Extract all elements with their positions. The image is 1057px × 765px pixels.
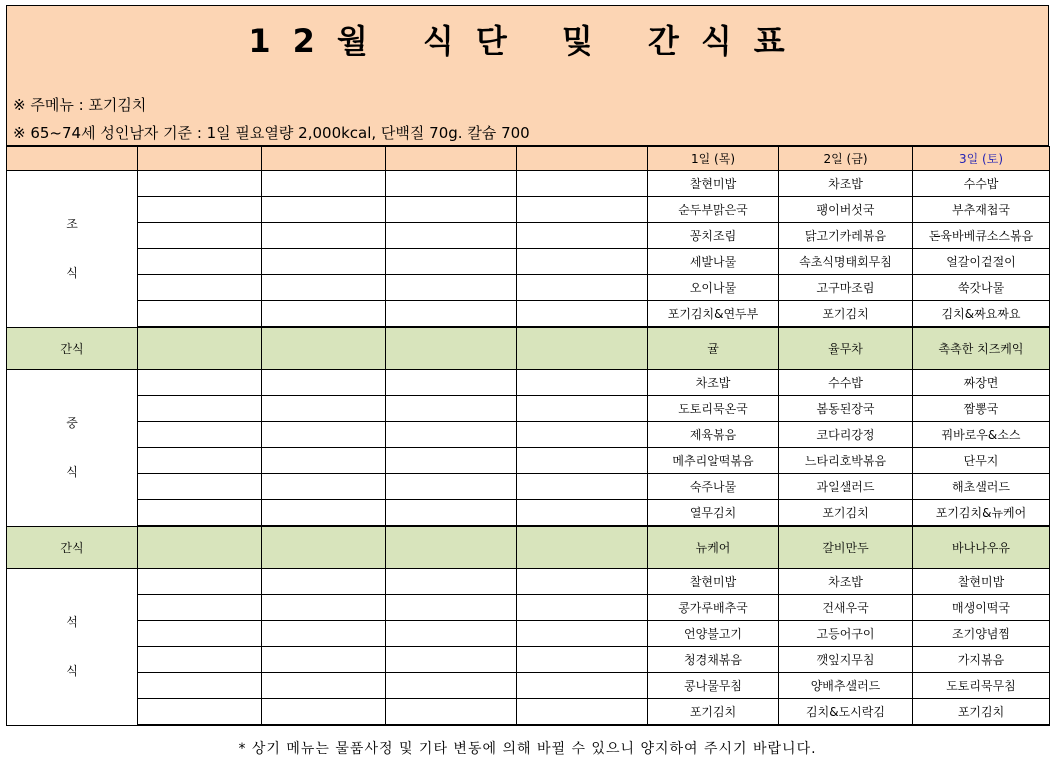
lunch-row [7,448,1050,474]
breakfast-menu-item: 순두부맑은국 [648,197,779,223]
empty-cell [262,422,386,448]
lunch-menu-item: 제육볶음 [648,422,779,448]
breakfast-menu-item: 부추재첩국 [913,197,1050,223]
empty-cell [517,327,648,370]
main-menu-note: ※ 주메뉴 : 포기김치 [13,96,147,114]
dinner-menu-item: 콩나물무침 [648,673,779,699]
lunch-row [7,396,1050,422]
lunch-menu-item: 수수밥 [779,370,913,396]
lunch-menu-item: 봄동된장국 [779,396,913,422]
empty-cell [138,699,262,726]
dinner-row [7,621,1050,647]
empty-cell [386,526,517,569]
dinner-menu-item: 찰현미밥 [913,569,1050,595]
lunch-menu-item: 메추리알떡볶음 [648,448,779,474]
empty-cell [517,396,648,422]
empty-cell [386,474,517,500]
afternoon-snack-item: 바나나우유 [913,526,1050,569]
lunch-label-bottom: 식 [66,464,78,479]
empty-cell [517,223,648,249]
dinner-row [7,647,1050,673]
empty-cell [386,327,517,370]
breakfast-menu-item: 김치&짜요짜요 [913,301,1050,328]
morning-snack-item: 귤 [648,327,779,370]
empty-cell [517,301,648,328]
breakfast-menu-item: 포기김치&연두부 [648,301,779,328]
empty-cell [138,526,262,569]
empty-cell [517,595,648,621]
nutrition-standard-note: ※ 65~74세 성인남자 기준 : 1일 필요열량 2,000kcal, 단백질 70g. 칼슘 700 [13,124,530,142]
morning-snack-item: 촉촉한 치즈케익 [913,327,1050,370]
empty-cell [386,569,517,595]
breakfast-menu-item: 오이나물 [648,275,779,301]
afternoon-snack-label: 간식 [7,526,138,569]
empty-cell [517,474,648,500]
empty-cell [138,500,262,527]
dinner-menu-item: 콩가루배추국 [648,595,779,621]
empty-cell [386,171,517,197]
dinner-menu-item: 언양불고기 [648,621,779,647]
empty-cell [517,171,648,197]
lunch-menu-item: 코다리강정 [779,422,913,448]
empty-cell [262,275,386,301]
breakfast-label-bottom: 식 [66,265,78,280]
lunch-row [7,500,1050,527]
empty-cell [138,370,262,396]
dinner-row [7,595,1050,621]
empty-cell [386,197,517,223]
dinner-row [7,673,1050,699]
empty-cell [517,249,648,275]
empty-cell [262,396,386,422]
empty-cell [517,647,648,673]
dinner-menu-item: 포기김치 [913,699,1050,726]
sheet-header [6,5,1049,146]
breakfast-label-top: 조 [66,216,78,231]
dinner-label [7,569,138,726]
afternoon-snack-item: 뉴케어 [648,526,779,569]
breakfast-menu-item: 차조밥 [779,171,913,197]
dinner-row [7,569,1050,595]
lunch-menu-item: 해초샐러드 [913,474,1050,500]
empty-cell [517,147,648,171]
breakfast-menu-item: 얼갈이겉절이 [913,249,1050,275]
day-header-3: 3일 (토) [913,147,1050,171]
empty-cell [138,569,262,595]
empty-cell [138,396,262,422]
empty-cell [138,327,262,370]
empty-cell [138,422,262,448]
empty-cell [386,249,517,275]
empty-cell [386,301,517,328]
breakfast-menu-item: 세발나물 [648,249,779,275]
dinner-row [7,699,1050,726]
empty-cell [517,621,648,647]
empty-cell [517,526,648,569]
breakfast-row [7,197,1050,223]
lunch-menu-item: 짜장면 [913,370,1050,396]
breakfast-menu-item: 팽이버섯국 [779,197,913,223]
empty-cell [262,474,386,500]
dinner-menu-item: 깻잎지무침 [779,647,913,673]
day-header-row [7,147,1050,171]
empty-cell [138,448,262,474]
lunch-label-top: 중 [66,415,78,430]
empty-cell [386,448,517,474]
empty-cell [7,147,138,171]
lunch-menu-item: 짬뽕국 [913,396,1050,422]
empty-cell [138,673,262,699]
empty-cell [517,422,648,448]
empty-cell [517,370,648,396]
lunch-label [7,370,138,527]
empty-cell [262,197,386,223]
empty-cell [262,647,386,673]
dinner-menu-item: 고등어구이 [779,621,913,647]
empty-cell [262,621,386,647]
empty-cell [138,197,262,223]
page-title: 12월 식단 및 간식표 [248,22,807,60]
lunch-row [7,370,1050,396]
empty-cell [386,370,517,396]
empty-cell [138,647,262,673]
breakfast-row [7,275,1050,301]
lunch-menu-item: 꿔바로우&소스 [913,422,1050,448]
lunch-menu-item: 포기김치&뉴케어 [913,500,1050,527]
empty-cell [262,595,386,621]
afternoon-snack-row [7,526,1050,569]
empty-cell [386,621,517,647]
empty-cell [138,249,262,275]
empty-cell [386,699,517,726]
dinner-menu-item: 양배추샐러드 [779,673,913,699]
empty-cell [386,396,517,422]
breakfast-row [7,171,1050,197]
empty-cell [138,595,262,621]
empty-cell [138,147,262,171]
dinner-menu-item: 김치&도시락김 [779,699,913,726]
dinner-menu-item: 찰현미밥 [648,569,779,595]
menu-table [6,146,1050,726]
empty-cell [262,699,386,726]
lunch-menu-item: 과일샐러드 [779,474,913,500]
empty-cell [262,327,386,370]
empty-cell [262,370,386,396]
empty-cell [386,147,517,171]
breakfast-menu-item: 닭고기카레볶음 [779,223,913,249]
dinner-menu-item: 건새우국 [779,595,913,621]
empty-cell [262,171,386,197]
empty-cell [386,647,517,673]
lunch-row [7,474,1050,500]
dinner-label-top: 석 [66,614,78,629]
empty-cell [386,595,517,621]
breakfast-menu-item: 꽁치조림 [648,223,779,249]
empty-cell [517,197,648,223]
lunch-row [7,422,1050,448]
empty-cell [262,223,386,249]
empty-cell [138,223,262,249]
lunch-menu-item: 느타리호박볶음 [779,448,913,474]
dinner-menu-item: 도토리묵무침 [913,673,1050,699]
breakfast-menu-item: 수수밥 [913,171,1050,197]
empty-cell [138,301,262,328]
breakfast-row [7,249,1050,275]
empty-cell [386,275,517,301]
breakfast-row [7,223,1050,249]
breakfast-row [7,301,1050,328]
menu-sheet [6,5,1049,757]
day-header-2: 2일 (금) [779,147,913,171]
empty-cell [262,526,386,569]
empty-cell [138,474,262,500]
footer-note: * 상기 메뉴는 물품사정 및 기타 변동에 의해 바뀔 수 있으니 양지하여 주시기 바랍니다. [238,741,817,757]
empty-cell [517,500,648,527]
lunch-menu-item: 차조밥 [648,370,779,396]
empty-cell [262,249,386,275]
morning-snack-item: 율무차 [779,327,913,370]
dinner-menu-item: 가지볶음 [913,647,1050,673]
morning-snack-row [7,327,1050,370]
dinner-menu-item: 매생이떡국 [913,595,1050,621]
empty-cell [517,699,648,726]
empty-cell [138,621,262,647]
afternoon-snack-item: 갈비만두 [779,526,913,569]
empty-cell [517,448,648,474]
empty-cell [262,673,386,699]
lunch-menu-item: 열무김치 [648,500,779,527]
empty-cell [262,500,386,527]
dinner-menu-item: 조기양념찜 [913,621,1050,647]
dinner-menu-item: 포기김치 [648,699,779,726]
empty-cell [517,673,648,699]
lunch-menu-item: 단무지 [913,448,1050,474]
breakfast-menu-item: 쑥갓나물 [913,275,1050,301]
empty-cell [386,500,517,527]
lunch-menu-item: 포기김치 [779,500,913,527]
dinner-menu-item: 차조밥 [779,569,913,595]
empty-cell [262,569,386,595]
breakfast-label [7,171,138,328]
breakfast-menu-item: 돈육바베큐소스볶음 [913,223,1050,249]
dinner-label-bottom: 식 [66,663,78,678]
breakfast-menu-item: 고구마조림 [779,275,913,301]
breakfast-menu-item: 속초식명태회무침 [779,249,913,275]
empty-cell [138,171,262,197]
morning-snack-label: 간식 [7,327,138,370]
empty-cell [262,147,386,171]
breakfast-menu-item: 포기김치 [779,301,913,328]
empty-cell [138,275,262,301]
empty-cell [262,448,386,474]
breakfast-menu-item: 찰현미밥 [648,171,779,197]
empty-cell [386,422,517,448]
empty-cell [517,275,648,301]
empty-cell [517,569,648,595]
lunch-menu-item: 숙주나물 [648,474,779,500]
empty-cell [262,301,386,328]
empty-cell [386,673,517,699]
day-header-1: 1일 (목) [648,147,779,171]
empty-cell [386,223,517,249]
dinner-menu-item: 청경채볶음 [648,647,779,673]
lunch-menu-item: 도토리묵온국 [648,396,779,422]
